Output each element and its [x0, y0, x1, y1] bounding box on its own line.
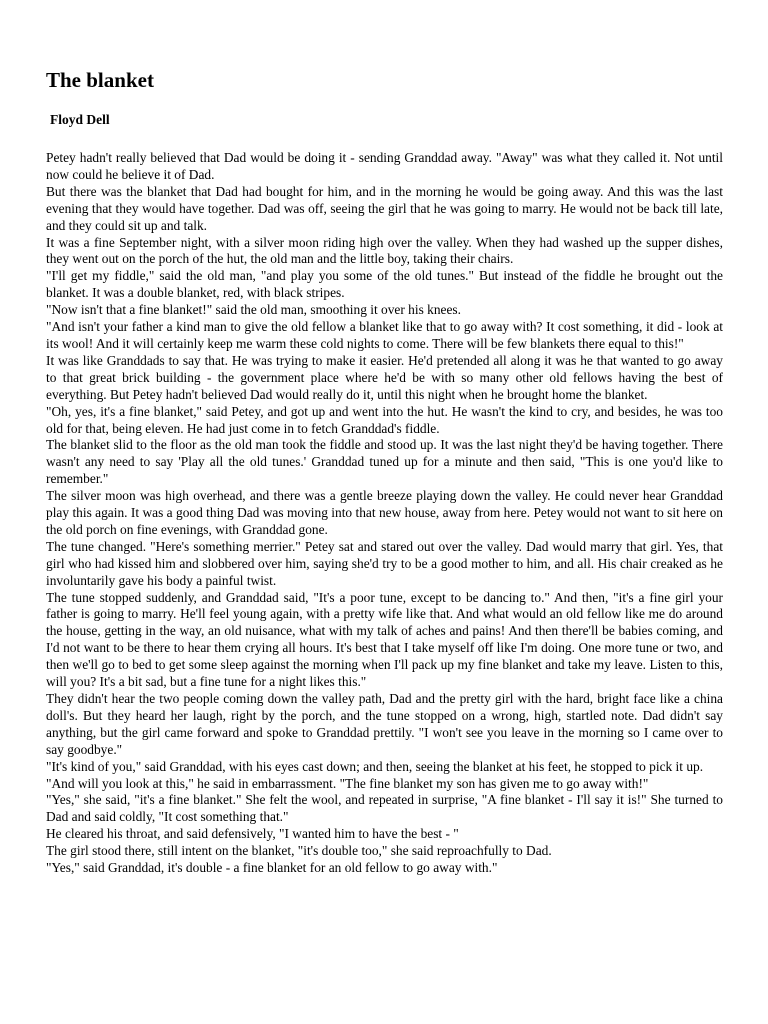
- paragraph: The blanket slid to the floor as the old man took the fiddle and stood up. It was the last night they'd be having together. There wasn't any need to say 'Play all the old tunes.' Granddad tuned up for a minute and then said, "This is one you'd like to remember.": [46, 437, 723, 487]
- paragraph: The girl stood there, still intent on the blanket, "it's double too," she said reproachfully to Dad.: [46, 843, 552, 859]
- paragraph: But there was the blanket that Dad had bought for him, and in the morning he would be going away. And this was the last evening that they would have together. Dad was off, seeing the girl that he was going to marry. He would not be back till late, and they could sit up and talk.: [46, 183, 723, 233]
- paragraph: They didn't hear the two people coming down the valley path, Dad and the pretty girl with the hard, bright face like a china doll's. But they heard her laugh, right by the porch, and the tune stopped on a wrong, high, startled note. Dad didn't say anything, but the girl came forward and spoke to Granddad prettily. "I won't see you leave in the morning so I came over to say goodbye.": [46, 691, 723, 757]
- paragraph: It was a fine September night, with a silver moon riding high over the valley. When they had washed up the supper dishes, they went out on the porch of the hut, the old man and the little boy, taking their chairs.: [46, 234, 723, 267]
- document-body: [46, 150, 723, 877]
- paragraph: "Yes," she said, "it's a fine blanket." She felt the wool, and repeated in surprise, "A fine blanket - I'll say it is!" She turned to Dad and said coldly, "It cost something that.": [46, 792, 723, 825]
- paragraph: The tune changed. "Here's something merrier." Petey sat and stared out over the valley. Dad would marry that girl. Yes, that girl who had kissed him and slobbered over him, saying she'd try to be a good mother to him, and all. His chair creaked as he involuntarily gave his body a painful twist.: [46, 538, 723, 588]
- paragraph: Petey hadn't really believed that Dad would be doing it - sending Granddad away. "Away" was what they called it. Not until now could he believe it of Dad.: [46, 150, 723, 182]
- document-title: The blanket: [46, 68, 154, 92]
- paragraph: "And will you look at this," he said in embarrassment. "The fine blanket my son has given me to go away with!": [46, 775, 649, 791]
- paragraph: It was like Granddads to say that. He was trying to make it easier. He'd pretended all along it was he that wanted to go away to that great brick building - the government place where he'd be with so many other old fellows having the best of everything. But Petey hadn't believed Dad would really do it, until this night when he brought home the blanket.: [46, 352, 723, 402]
- paragraph: He cleared his throat, and said defensively, "I wanted him to have the best - ": [46, 826, 459, 842]
- paragraph: "Now isn't that a fine blanket!" said the old man, smoothing it over his knees.: [46, 302, 461, 318]
- paragraph: The tune stopped suddenly, and Granddad said, "It's a poor tune, except to be dancing to." And then, "it's a fine girl your father is going to marry. He'll feel young again, with a pretty wife like that. And what would an old fellow like me do around the house, getting in the way, an old nuisance, what with my talk of aches and pains! And then there'll be babies coming, and I'd not want to be there to hear them crying all hours. It's best that I take myself off like I'm doing. One more tune or two, and then we'll go to bed to get some sleep against the morning when I'll pack up my fine blanket and take my leave. Listen to this, will you? It's a bit sad, but a fine tune for a night likes this.": [46, 589, 723, 690]
- paragraph: "It's kind of you," said Granddad, with his eyes cast down; and then, seeing the blanket at his feet, he stopped to pick it up.: [46, 758, 704, 774]
- paragraph: "Yes," said Granddad, it's double - a fine blanket for an old fellow to go away with.": [46, 860, 498, 876]
- document-author: Floyd Dell: [50, 112, 110, 127]
- paragraph: The silver moon was high overhead, and there was a gentle breeze playing down the valley. He could never hear Granddad play this again. It was a good thing Dad was moving into that new house, away from here. Petey would not want to sit here on the old porch on fine evenings, with Granddad gone.: [46, 488, 723, 537]
- document-page: [46, 66, 723, 877]
- paragraph: "And isn't your father a kind man to give the old fellow a blanket like that to go away with? It cost something, it did - look at its wool! And it will certainly keep me warm these cold nights to come. There will be few blankets there equal to this!": [46, 319, 723, 351]
- paragraph: "Oh, yes, it's a fine blanket," said Petey, and got up and went into the hut. He wasn't the kind to cry, and besides, he was too old for that, being eleven. He had just come in to fetch Granddad's fiddle.: [46, 403, 723, 436]
- paragraph: "I'll get my fiddle," said the old man, "and play you some of the old tunes." But instead of the fiddle he brought out the blanket. It was a double blanket, red, with black stripes.: [46, 268, 723, 301]
